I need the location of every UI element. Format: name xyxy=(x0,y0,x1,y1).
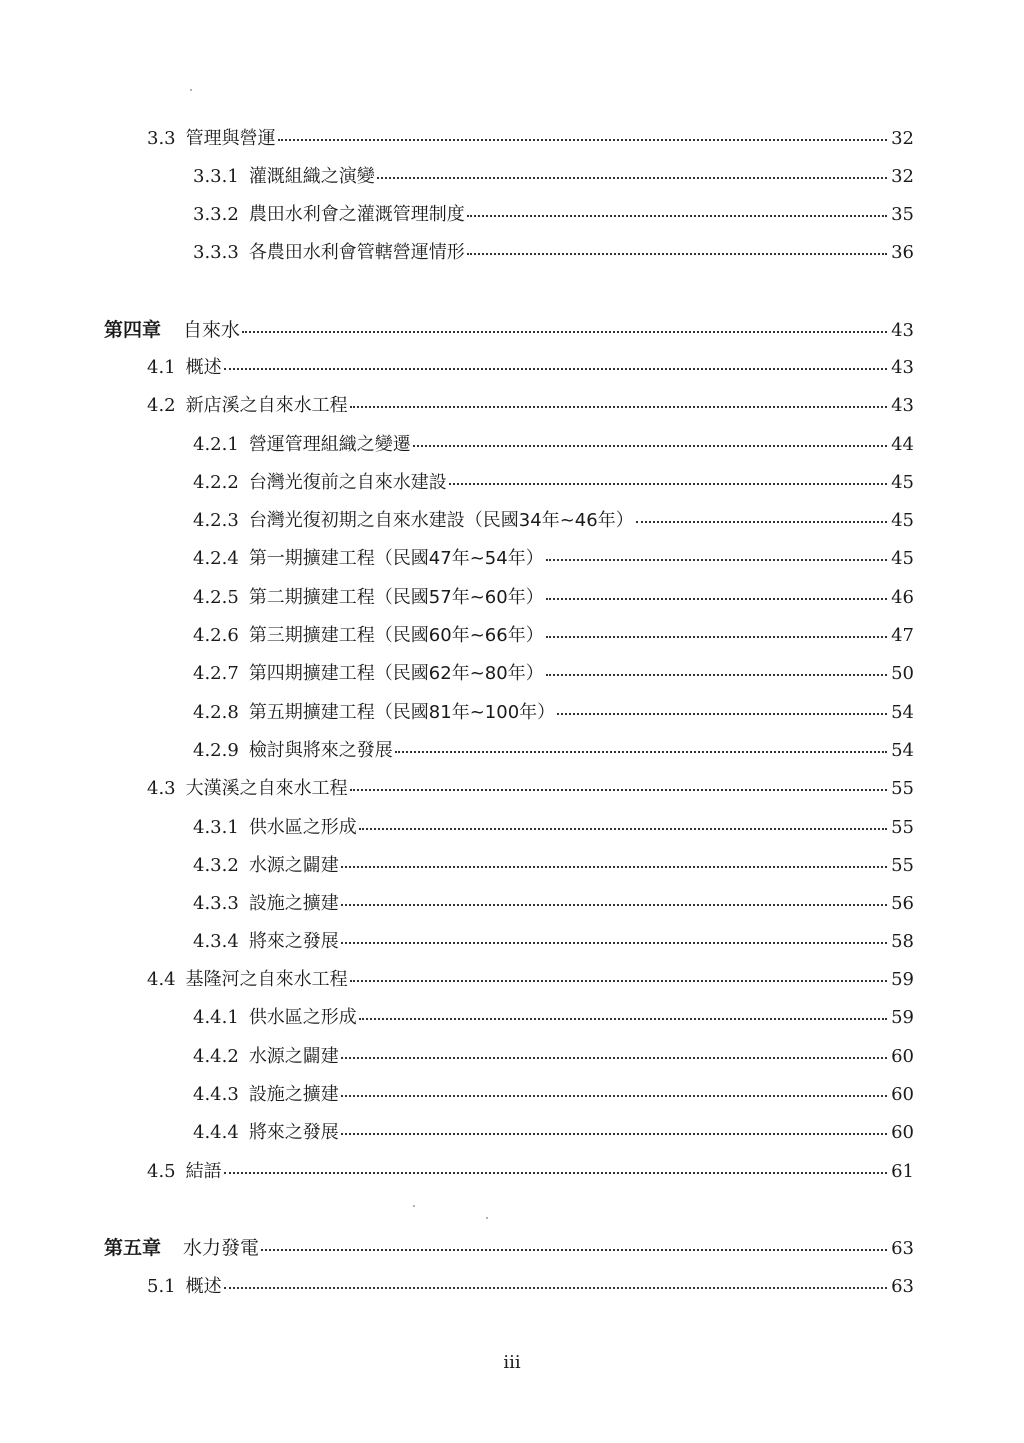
toc-subsection-entry[interactable] xyxy=(0,1042,1024,1072)
toc-subsection-entry[interactable] xyxy=(0,1003,1024,1033)
toc-entry-number: 4.2.5 xyxy=(193,587,239,608)
toc-entry-page-number: 63 xyxy=(891,1276,914,1297)
toc-entry-page-number: 43 xyxy=(891,320,914,341)
toc-entry-number: 4.3 xyxy=(147,778,176,799)
toc-entry-title: 概述 xyxy=(185,1276,222,1297)
dot-leader xyxy=(359,1018,887,1020)
toc-entry-page-number: 59 xyxy=(891,1007,914,1028)
dot-leader xyxy=(546,559,887,561)
dot-leader xyxy=(341,866,887,868)
toc-entry-number: 3.3.3 xyxy=(193,242,239,263)
toc-section-entry[interactable] xyxy=(0,1157,1024,1187)
toc-entry-number: 4.3.3 xyxy=(193,893,239,914)
toc-entry-page-number: 55 xyxy=(891,778,914,799)
toc-entry-page-number: 46 xyxy=(891,587,914,608)
toc-subsection-entry[interactable] xyxy=(0,659,1024,689)
toc-entry-number: 4.2.7 xyxy=(193,663,239,684)
toc-entry-title: 檢討與將來之發展 xyxy=(248,740,393,761)
toc-entry-number: 5.1 xyxy=(147,1276,176,1297)
toc-subsection-entry[interactable] xyxy=(0,736,1024,766)
toc-entry-page-number: 44 xyxy=(891,434,914,455)
toc-subsection-entry[interactable] xyxy=(0,621,1024,651)
toc-subsection-entry[interactable] xyxy=(0,430,1024,460)
toc-section-entry[interactable] xyxy=(0,1272,1024,1302)
toc-entry-title: 新店溪之自來水工程 xyxy=(185,395,348,416)
scan-speck xyxy=(190,89,192,91)
toc-entry-title: 設施之擴建 xyxy=(248,893,339,914)
scan-speck xyxy=(486,1217,488,1219)
toc-entry-number: 4.4.1 xyxy=(193,1007,239,1028)
toc-entry-number: 4.3.2 xyxy=(193,855,239,876)
toc-entry-number: 4.2.2 xyxy=(193,472,239,493)
toc-entry-page-number: 50 xyxy=(891,663,914,684)
toc-entry-number: 4.2.3 xyxy=(193,510,239,531)
dot-leader xyxy=(467,215,887,217)
toc-entry-title: 第三期擴建工程（民國60年~66年） xyxy=(248,625,544,646)
toc-subsection-entry[interactable] xyxy=(0,506,1024,536)
toc-subsection-entry[interactable] xyxy=(0,889,1024,919)
toc-entry-page-number: 63 xyxy=(891,1238,914,1259)
toc-entry-page-number: 45 xyxy=(891,472,914,493)
toc-entry-number: 4.3.4 xyxy=(193,931,239,952)
toc-entry-page-number: 59 xyxy=(891,969,914,990)
toc-entry-title: 灌溉組織之演變 xyxy=(248,166,375,187)
toc-section-entry[interactable] xyxy=(0,124,1024,154)
toc-chapter-entry[interactable] xyxy=(0,1233,1024,1263)
dot-leader xyxy=(359,828,887,830)
dot-leader xyxy=(636,521,887,523)
toc-section-entry[interactable] xyxy=(0,965,1024,995)
toc-entry-page-number: 54 xyxy=(891,740,914,761)
dot-leader xyxy=(467,253,887,255)
toc-entry-title: 營運管理組織之變遷 xyxy=(248,434,411,455)
toc-subsection-entry[interactable] xyxy=(0,698,1024,728)
dot-leader xyxy=(413,445,887,447)
toc-entry-title: 概述 xyxy=(185,357,222,378)
toc-entry-title: 台灣光復初期之自來水建設（民國34年~46年） xyxy=(248,510,634,531)
toc-section-entry[interactable] xyxy=(0,774,1024,804)
toc-entry-page-number: 45 xyxy=(891,548,914,569)
toc-subsection-entry[interactable] xyxy=(0,200,1024,230)
toc-subsection-entry[interactable] xyxy=(0,1118,1024,1148)
toc-entry-page-number: 43 xyxy=(891,395,914,416)
dot-leader xyxy=(341,942,887,944)
toc-entry-page-number: 55 xyxy=(891,817,914,838)
toc-subsection-entry[interactable] xyxy=(0,544,1024,574)
toc-entry-number: 4.2.9 xyxy=(193,740,239,761)
toc-subsection-entry[interactable] xyxy=(0,238,1024,268)
toc-entry-title: 基隆河之自來水工程 xyxy=(185,969,348,990)
dot-leader xyxy=(278,139,887,141)
toc-entry-number: 4.5 xyxy=(147,1161,176,1182)
toc-entry-title: 第五期擴建工程（民國81年~100年） xyxy=(248,702,556,723)
toc-entry-page-number: 58 xyxy=(891,931,914,952)
toc-entry-number: 第四章 xyxy=(104,319,162,341)
toc-entry-title: 第一期擴建工程（民國47年~54年） xyxy=(248,548,544,569)
dot-leader xyxy=(341,904,887,906)
toc-chapter-entry[interactable] xyxy=(0,315,1024,345)
toc-entry-title: 供水區之形成 xyxy=(248,817,357,838)
toc-entry-page-number: 56 xyxy=(891,893,914,914)
toc-section-entry[interactable] xyxy=(0,391,1024,421)
toc-entry-number: 4.2 xyxy=(147,395,176,416)
dot-leader xyxy=(341,1057,887,1059)
toc-subsection-entry[interactable] xyxy=(0,813,1024,843)
dot-leader xyxy=(350,406,887,408)
dot-leader xyxy=(395,751,887,753)
toc-entry-number: 4.2.1 xyxy=(193,434,239,455)
toc-entry-page-number: 54 xyxy=(891,702,914,723)
dot-leader xyxy=(341,1095,887,1097)
dot-leader xyxy=(341,1133,887,1135)
dot-leader xyxy=(261,1249,887,1251)
dot-leader xyxy=(350,789,887,791)
toc-entry-title: 水源之闢建 xyxy=(248,1046,339,1067)
toc-entry-title: 將來之發展 xyxy=(248,931,339,952)
toc-entry-title: 將來之發展 xyxy=(248,1122,339,1143)
toc-subsection-entry[interactable] xyxy=(0,927,1024,957)
toc-entry-number: 4.1 xyxy=(147,357,176,378)
toc-entry-number: 4.4.3 xyxy=(193,1084,239,1105)
toc-entry-number: 4.3.1 xyxy=(193,817,239,838)
toc-entry-title: 第四期擴建工程（民國62年~80年） xyxy=(248,663,544,684)
toc-entry-number: 4.2.6 xyxy=(193,625,239,646)
toc-entry-number: 4.2.8 xyxy=(193,702,239,723)
toc-entry-title: 自來水 xyxy=(183,319,241,341)
page-number-footer: iii xyxy=(503,1352,521,1373)
toc-subsection-entry[interactable] xyxy=(0,583,1024,613)
toc-entry-number: 3.3.1 xyxy=(193,166,239,187)
toc-entry-title: 台灣光復前之自來水建設 xyxy=(248,472,447,493)
dot-leader xyxy=(377,177,887,179)
dot-leader xyxy=(350,980,887,982)
toc-entry-page-number: 60 xyxy=(891,1122,914,1143)
toc-entry-number: 4.2.4 xyxy=(193,548,239,569)
toc-entry-page-number: 55 xyxy=(891,855,914,876)
toc-entry-number: 3.3 xyxy=(147,128,176,149)
toc-entry-title: 設施之擴建 xyxy=(248,1084,339,1105)
dot-leader xyxy=(224,1172,887,1174)
toc-entry-page-number: 32 xyxy=(891,128,914,149)
toc-entry-number: 4.4.2 xyxy=(193,1046,239,1067)
toc-entry-number: 4.4 xyxy=(147,969,176,990)
toc-entry-number: 4.4.4 xyxy=(193,1122,239,1143)
toc-entry-page-number: 35 xyxy=(891,204,914,225)
toc-subsection-entry[interactable] xyxy=(0,851,1024,881)
toc-entry-page-number: 60 xyxy=(891,1046,914,1067)
toc-entry-title: 農田水利會之灌溉管理制度 xyxy=(248,204,465,225)
dot-leader xyxy=(546,674,887,676)
toc-entry-title: 大漢溪之自來水工程 xyxy=(185,778,348,799)
toc-entry-number: 3.3.2 xyxy=(193,204,239,225)
toc-subsection-entry[interactable] xyxy=(0,1080,1024,1110)
toc-entry-title: 結語 xyxy=(185,1161,222,1182)
toc-subsection-entry[interactable] xyxy=(0,162,1024,192)
toc-entry-title: 各農田水利會管轄營運情形 xyxy=(248,242,465,263)
dot-leader xyxy=(546,598,887,600)
dot-leader xyxy=(242,331,887,333)
dot-leader xyxy=(224,1287,887,1289)
toc-entry-title: 水源之闢建 xyxy=(248,855,339,876)
toc-section-entry[interactable] xyxy=(0,353,1024,383)
toc-entry-page-number: 45 xyxy=(891,510,914,531)
toc-entry-page-number: 36 xyxy=(891,242,914,263)
toc-entry-title: 第二期擴建工程（民國57年~60年） xyxy=(248,587,544,608)
dot-leader xyxy=(546,636,887,638)
scan-speck xyxy=(413,1205,415,1207)
toc-entry-page-number: 60 xyxy=(891,1084,914,1105)
toc-entry-page-number: 61 xyxy=(891,1161,914,1182)
toc-entry-page-number: 47 xyxy=(891,625,914,646)
toc-entry-title: 供水區之形成 xyxy=(248,1007,357,1028)
toc-subsection-entry[interactable] xyxy=(0,468,1024,498)
toc-entry-page-number: 32 xyxy=(891,166,914,187)
toc-entry-title: 管理與營運 xyxy=(185,128,276,149)
dot-leader xyxy=(449,483,887,485)
toc-entry-number: 第五章 xyxy=(104,1237,162,1259)
dot-leader xyxy=(557,713,887,715)
toc-entry-page-number: 43 xyxy=(891,357,914,378)
dot-leader xyxy=(224,368,887,370)
toc-entry-title: 水力發電 xyxy=(183,1237,260,1259)
